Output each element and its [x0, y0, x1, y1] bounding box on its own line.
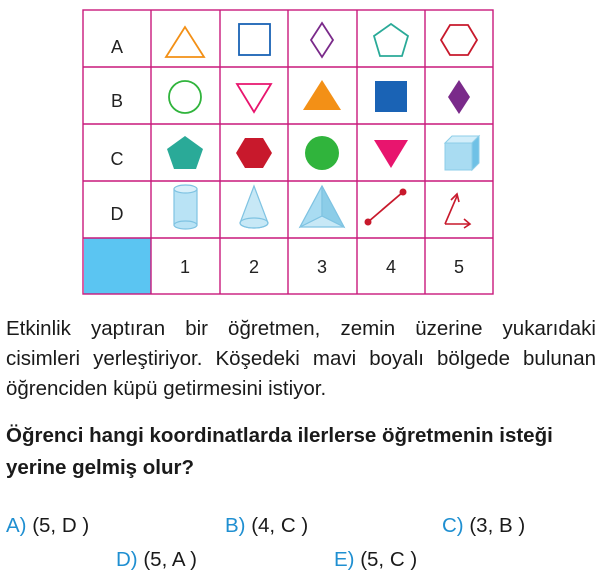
- cell-C-1-pentagon-filled: [167, 136, 203, 169]
- cell-D-2-cone: [240, 186, 268, 228]
- col-label-4: 4: [385, 257, 396, 277]
- row-label-c: C: [110, 149, 124, 169]
- option-d-letter: D): [116, 548, 138, 571]
- question-text: [6, 420, 596, 484]
- cell-A-2-square-outline: [239, 24, 270, 55]
- cell-C-2-hexagon-filled: [236, 138, 272, 168]
- option-a[interactable]: [6, 514, 89, 538]
- option-d[interactable]: [116, 548, 197, 572]
- cell-D-4-line-segment: [365, 189, 407, 226]
- paragraph-line: cisimleri yerleştiriyor. Köşedeki mavi boyalı bölgede bulunan: [6, 347, 596, 370]
- question-line: Öğrenci hangi koordinatlarda ilerlerse öğretmenin isteği: [6, 424, 553, 447]
- col-label-3: 3: [316, 257, 327, 277]
- cell-A-3-rhombus-outline: [311, 23, 333, 57]
- option-a-letter: A): [6, 514, 27, 537]
- cell-C-5-cube[interactable]: [445, 136, 479, 170]
- problem-paragraph: [6, 314, 596, 404]
- cell-B-5-rhombus-filled: [448, 80, 470, 114]
- question-line: yerine gelmiş olur?: [6, 456, 194, 479]
- option-d-value: (5, A ): [143, 548, 197, 571]
- option-c-letter: C): [442, 514, 464, 537]
- row-label-a: A: [110, 37, 123, 57]
- paragraph-line: öğrenciden küpü getirmesini istiyor.: [6, 377, 327, 400]
- col-label-2: 2: [248, 257, 259, 277]
- option-b-letter: B): [225, 514, 246, 537]
- paragraph-line: Etkinlik yaptıran bir öğretmen, zemin üzerine yukarıdaki: [6, 317, 596, 340]
- cell-D-5-angle-arrows: [445, 194, 470, 228]
- option-e-letter: E): [334, 548, 355, 571]
- option-e[interactable]: [334, 548, 417, 572]
- cell-B-1-circle-outline: [169, 81, 201, 113]
- option-a-value: (5, D ): [32, 514, 90, 537]
- cell-D-1-cylinder: [174, 185, 197, 229]
- cell-C-3-circle-filled: [305, 136, 339, 170]
- coordinate-grid: [82, 9, 494, 295]
- option-e-value: (5, C ): [360, 548, 418, 571]
- col-label-5: 5: [453, 257, 464, 277]
- option-c-value: (3, B ): [469, 514, 526, 537]
- row-label-d: D: [110, 204, 124, 224]
- cell-A-1-triangle-outline: [166, 27, 204, 57]
- option-b[interactable]: [225, 514, 308, 538]
- corner-blue-cell[interactable]: [84, 238, 151, 294]
- cell-A-5-hexagon-outline: [441, 25, 477, 55]
- col-label-1: 1: [179, 257, 190, 277]
- cell-B-3-triangle-filled: [303, 80, 341, 110]
- cell-B-2-triangle-down-outline: [237, 84, 271, 112]
- cell-B-4-square-filled: [375, 81, 407, 112]
- option-b-value: (4, C ): [251, 514, 309, 537]
- cell-D-3-pyramid: [300, 186, 344, 227]
- cell-A-4-pentagon-outline: [374, 24, 408, 56]
- row-label-b: B: [110, 91, 123, 111]
- option-c[interactable]: [442, 514, 525, 538]
- cell-C-4-triangle-down-filled: [374, 140, 408, 168]
- grid-drawing: [82, 9, 494, 295]
